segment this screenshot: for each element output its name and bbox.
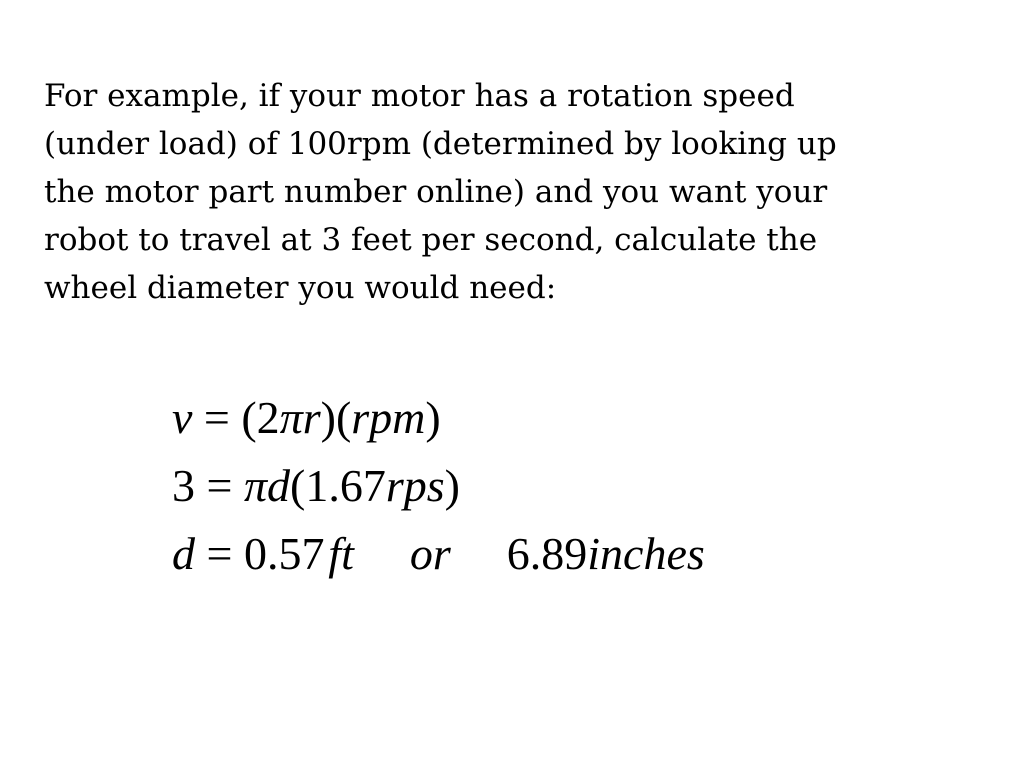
var-rpm: rpm [351,392,426,443]
equation-substitution [172,452,705,520]
unit-ft: ft [328,528,354,579]
equation-result [172,520,705,588]
intro-line: (under load) of 100rpm (determined by looking up [44,126,837,162]
equation-velocity [172,384,705,452]
eq2-open: (1.67 [290,460,386,511]
equation-block [172,384,705,588]
var-d: d [172,528,195,579]
var-pi-d: πd [243,460,290,511]
var-pi-r: πr [279,392,321,443]
intro-line: the motor part number online) and you want your [44,174,828,210]
intro-paragraph [44,72,984,312]
eq1-paren: )( [320,392,352,443]
eq2-lhs: 3 = [172,460,244,511]
word-or: or [409,528,451,579]
eq3-equals: = 0.57 [195,528,325,579]
intro-line: For example, if your motor has a rotation speed [44,78,795,114]
eq1-equals: = (2 [192,392,280,443]
unit-inches: inches [587,528,705,579]
var-v: v [172,392,193,443]
eq1-close: ) [425,392,441,443]
value-inches: 6.89 [506,528,588,579]
eq2-close: ) [444,460,460,511]
var-rps: rps [385,460,445,511]
intro-line: wheel diameter you would need: [44,270,557,306]
intro-line: robot to travel at 3 feet per second, calculate the [44,222,818,258]
